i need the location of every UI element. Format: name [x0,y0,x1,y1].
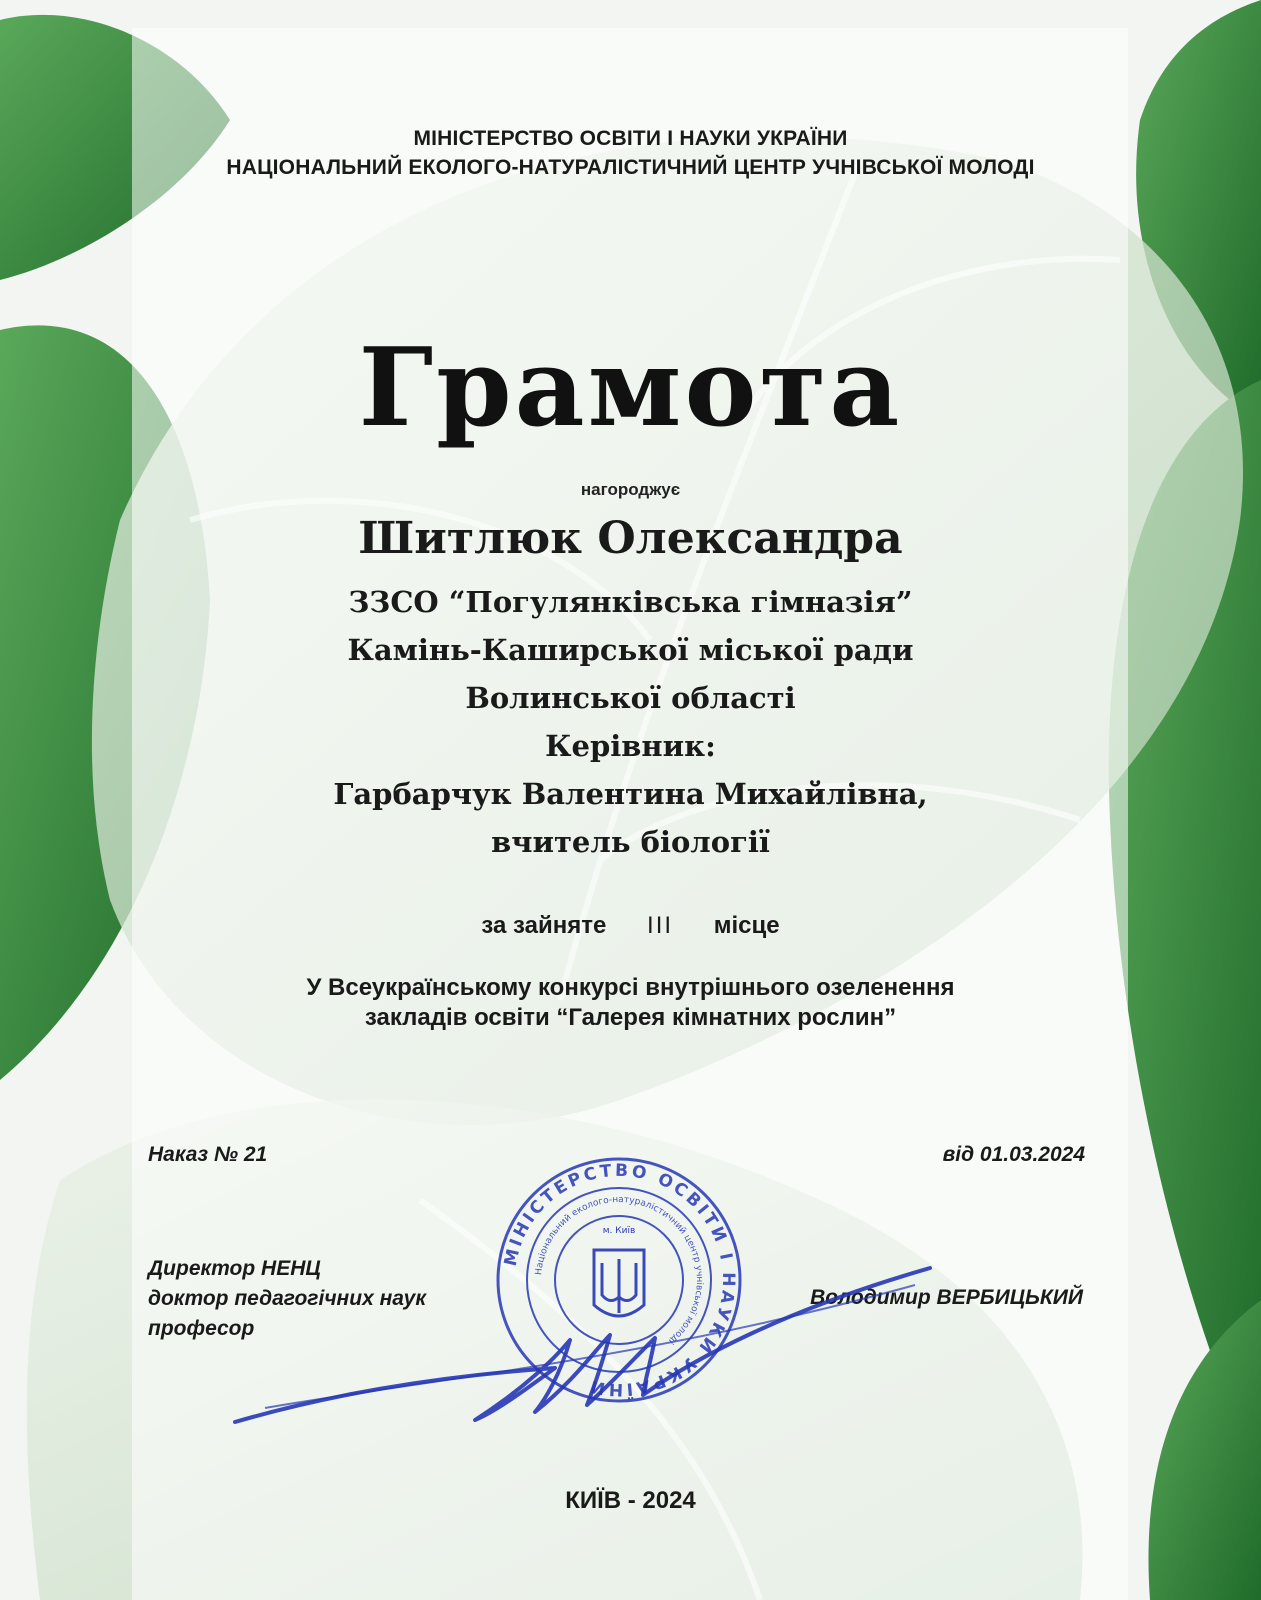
supervisor-position: вчитель біології [491,825,770,859]
contest-line: закладів освіти “Галерея кімнатних рослин” [364,1004,897,1031]
awards-label: нагороджує [580,480,681,499]
stamp-city: м. Київ [602,1226,636,1236]
city-year: КИЇВ - 2024 [565,1487,696,1514]
certificate-title: Грамота [358,325,903,451]
institution-line: ЗЗСО “Погулянківська гімназія” [348,585,913,619]
order-number: Наказ № 21 [148,1143,268,1166]
supervisor-name: Гарбарчук Валентина Михайлівна, [333,777,928,811]
institution-line: Камінь-Каширської міської ради [347,633,914,667]
place-row [0,912,1261,940]
director-rank: професор [148,1317,255,1340]
director-title: Директор НЕНЦ [148,1257,321,1280]
place-number: III [647,912,674,939]
stamp-outer-text: МІНІСТЕРСТВО ОСВІТИ І НАУКИ УКРАЇНИ [500,1160,739,1400]
director-name: Володимир ВЕРБИЦЬКИЙ [810,1286,1083,1309]
center-header: НАЦІОНАЛЬНИЙ ЕКОЛОГО-НАТУРАЛІСТИЧНИЙ ЦЕНТР УЧНІВСЬКОЇ МОЛОДІ [226,156,1035,179]
ministry-header: МІНІСТЕРСТВО ОСВІТИ І НАУКИ УКРАЇНИ [413,127,848,150]
supervisor-label: Керівник: [545,729,716,763]
recipient-name: Шитлюк Олександра [358,513,903,564]
stamp-inner-text: Національний еколого-натуралістичний центр учнівської молоді [534,1194,705,1346]
place-suffix: місце [713,912,780,939]
director-degree: доктор педагогічних наук [148,1287,426,1310]
institution-line: Волинської області [465,681,796,715]
contest-line: У Всеукраїнському конкурсі внутрішнього озеленення [306,974,955,1001]
order-date: від 01.03.2024 [942,1143,1085,1166]
director-signature [225,1240,965,1450]
place-prefix: за зайняте [481,912,607,939]
